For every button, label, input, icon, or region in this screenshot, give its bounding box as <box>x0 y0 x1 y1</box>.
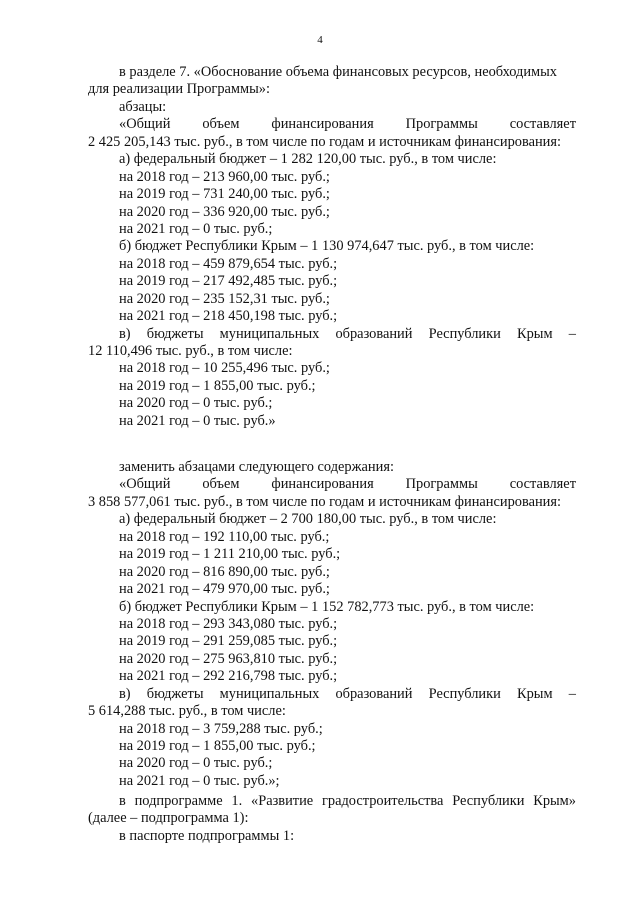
text-block-replacement-paragraphs <box>88 459 576 790</box>
text-line: на 2019 год – 1 211 210,00 тыс. руб.; <box>119 546 341 563</box>
word: подпрограмме <box>134 793 223 809</box>
text-line: для реализации Программы»: <box>88 81 270 98</box>
text-line: на 2021 год – 0 тыс. руб.» <box>119 412 276 429</box>
text-line: 2 425 205,143 тыс. руб., в том числе по годам и источникам финансирования: <box>88 133 561 150</box>
text-line: на 2021 год – 0 тыс. руб.»; <box>119 772 280 789</box>
word: в <box>119 793 126 809</box>
word: объем <box>202 116 240 133</box>
word: – <box>568 685 576 702</box>
page-number: 4 <box>317 34 323 46</box>
text-line: заменить абзацами следующего содержания: <box>119 459 394 475</box>
word: муниципальных <box>219 325 320 342</box>
text-line: на 2021 год – 292 216,798 тыс. руб.; <box>119 668 338 685</box>
word: финансирования <box>271 476 374 493</box>
text-line <box>88 686 576 703</box>
word: в) <box>119 685 131 702</box>
text-line: абзацы: <box>119 98 167 115</box>
text-line: 12 110,496 тыс. руб., в том числе: <box>88 343 293 359</box>
text-line <box>88 326 576 343</box>
text-line: 5 614,288 тыс. руб., в том числе: <box>88 703 286 720</box>
text-line: б) бюджет Республики Крым – 1 130 974,647 тыс. руб., в том числе: <box>119 238 535 255</box>
word: Республики <box>452 793 525 809</box>
word: в) <box>119 325 131 342</box>
text-line: на 2020 год – 275 963,810 тыс. руб.; <box>119 650 338 667</box>
text-line <box>88 793 576 810</box>
word: бюджеты <box>146 685 204 702</box>
text-line: в разделе 7. «Обоснование объема финансовых ресурсов, необходимых <box>119 64 558 80</box>
text-line: на 2018 год – 459 879,654 тыс. руб.; <box>119 255 338 272</box>
text-line: на 2020 год – 235 152,31 тыс. руб.; <box>119 290 330 307</box>
text-line: на 2020 год – 0 тыс. руб.; <box>119 395 273 412</box>
word: Республики <box>428 685 501 702</box>
text-line: на 2018 год – 10 255,496 тыс. руб.; <box>119 360 330 377</box>
word: Крым» <box>533 793 576 809</box>
text-line: на 2019 год – 731 240,00 тыс. руб.; <box>119 186 330 203</box>
text-line: 3 858 577,061 тыс. руб., в том числе по годам и источникам финансирования: <box>88 493 561 510</box>
text-line: на 2021 год – 218 450,198 тыс. руб.; <box>119 308 338 325</box>
text-block-subprogram <box>88 793 576 845</box>
text-line: а) федеральный бюджет – 1 282 120,00 тыс. руб., в том числе: <box>119 151 497 168</box>
text-line: на 2021 год – 479 970,00 тыс. руб.; <box>119 581 330 598</box>
text-line: а) федеральный бюджет – 2 700 180,00 тыс. руб., в том числе: <box>119 511 497 528</box>
text-line: на 2020 год – 336 920,00 тыс. руб.; <box>119 203 330 220</box>
word: Программы <box>405 116 478 133</box>
word: муниципальных <box>219 685 320 702</box>
word: образований <box>335 325 413 342</box>
text-line: на 2020 год – 0 тыс. руб.; <box>119 755 273 772</box>
word: составляет <box>509 476 576 493</box>
text-line: на 2018 год – 3 759,288 тыс. руб.; <box>119 720 323 737</box>
word: объем <box>202 476 240 493</box>
text-line: на 2019 год – 291 259,085 тыс. руб.; <box>119 633 338 650</box>
text-line: на 2019 год – 1 855,00 тыс. руб.; <box>119 377 316 394</box>
word: «Общий <box>119 476 171 493</box>
word: Крым <box>516 685 553 702</box>
text-line: на 2019 год – 1 855,00 тыс. руб.; <box>119 738 316 754</box>
text-line <box>88 476 576 493</box>
text-line <box>88 116 576 133</box>
text-line: на 2021 год – 0 тыс. руб.; <box>119 220 273 237</box>
word: «Развитие <box>251 793 314 809</box>
text-line: б) бюджет Республики Крым – 1 152 782,773 тыс. руб., в том числе: <box>119 598 535 615</box>
word: Республики <box>428 325 501 342</box>
word: 1. <box>231 793 243 809</box>
word: финансирования <box>271 116 374 133</box>
text-line: (далее – подпрограмма 1): <box>88 810 249 827</box>
text-line: в паспорте подпрограммы 1: <box>119 827 295 844</box>
text-block-original-paragraphs <box>88 64 576 430</box>
text-line: на 2020 год – 816 890,00 тыс. руб.; <box>119 563 330 580</box>
word: Программы <box>405 476 478 493</box>
text-line: на 2019 год – 217 492,485 тыс. руб.; <box>119 273 338 290</box>
word: образований <box>335 685 413 702</box>
text-line: на 2018 год – 192 110,00 тыс. руб.; <box>119 528 330 545</box>
word: – <box>568 325 576 342</box>
word: Крым <box>516 325 553 342</box>
word: бюджеты <box>146 325 204 342</box>
text-line: на 2018 год – 213 960,00 тыс. руб.; <box>119 168 330 185</box>
word: «Общий <box>119 116 171 133</box>
text-line: на 2018 год – 293 343,080 тыс. руб.; <box>119 615 338 632</box>
word: составляет <box>509 116 576 133</box>
word: градостроительства <box>321 793 444 809</box>
